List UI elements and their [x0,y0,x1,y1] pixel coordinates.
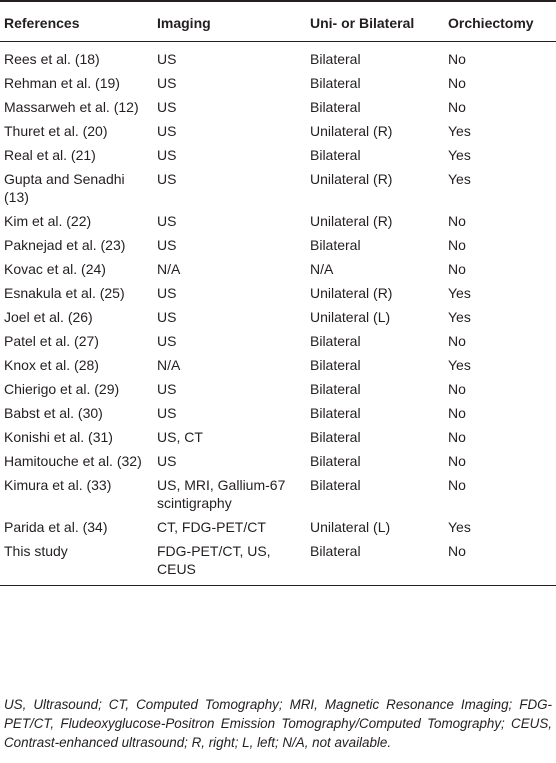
reference-cell: Kovac et al. (24) [4,261,106,277]
header-row [0,1,556,42]
imaging-cell: US [157,51,177,67]
laterality-cell: Bilateral [310,333,361,349]
orchiectomy-cell: Yes [448,309,471,325]
table-row [0,377,556,401]
laterality-cell: Bilateral [310,477,361,493]
imaging-cell: US [157,213,177,229]
reference-cell: Paknejad et al. (23) [4,237,126,253]
table-row [0,257,556,281]
imaging-cell: US [157,237,177,253]
reference-cell: Esnakula et al. (25) [4,285,125,301]
reference-cell: Gupta and Senadhi (13) [4,171,125,205]
laterality-cell: Bilateral [306,539,444,586]
table-row [0,401,556,425]
table-row [0,233,556,257]
laterality-cell: Bilateral [310,429,361,445]
orchiectomy-cell: Yes [448,519,471,535]
table-row [0,71,556,95]
orchiectomy-cell: No [448,75,466,91]
table-row [0,281,556,305]
imaging-cell: US, MRI, Gallium-67 scintigraphy [157,477,286,511]
laterality-cell: Bilateral [310,357,361,373]
imaging-cell: US [157,171,177,187]
reference-cell: Real et al. (21) [4,147,96,163]
orchiectomy-cell: No [448,381,466,397]
laterality-cell: Unilateral (L) [310,309,391,325]
reference-cell: Knox et al. (28) [4,357,99,373]
table-row [0,473,556,515]
reference-cell: Chierigo et al. (29) [4,381,120,397]
reference-cell: Konishi et al. (31) [4,429,113,445]
orchiectomy-cell: Yes [448,285,471,301]
table-row [0,119,556,143]
reference-cell: This study [0,539,153,586]
laterality-cell: Unilateral (L) [310,519,391,535]
imaging-cell: US, CT [157,429,203,445]
laterality-cell: Bilateral [310,405,361,421]
orchiectomy-cell: No [448,237,466,253]
laterality-cell: Unilateral (R) [310,123,393,139]
orchiectomy-cell: No [448,429,466,445]
table-row [0,329,556,353]
imaging-cell: US [157,147,177,163]
laterality-cell: Bilateral [310,237,361,253]
laterality-cell: Bilateral [310,381,361,397]
imaging-cell: N/A [157,357,181,373]
imaging-cell: US [157,75,177,91]
orchiectomy-cell: Yes [448,171,471,187]
table-row [0,305,556,329]
laterality-cell: Unilateral (R) [310,285,393,301]
orchiectomy-cell: No [448,99,466,115]
laterality-cell: N/A [310,261,334,277]
table-row [0,539,556,586]
imaging-cell: US [157,99,177,115]
header-references: References [0,1,153,42]
header-orchiectomy: Orchiectomy [444,1,556,42]
laterality-cell: Unilateral (R) [310,213,393,229]
laterality-cell: Unilateral (R) [310,171,393,187]
imaging-cell: US [157,123,177,139]
reference-cell: Thuret et al. (20) [4,123,108,139]
reference-cell: Joel et al. (26) [4,309,93,325]
reference-cell: Rees et al. (18) [4,51,100,67]
table-header [0,1,556,42]
orchiectomy-cell: No [448,51,466,67]
imaging-cell: FDG-PET/CT, US, CEUS [153,539,306,586]
laterality-cell: Bilateral [310,75,361,91]
table-row [0,95,556,119]
orchiectomy-cell: No [448,453,466,469]
reference-cell: Hamitouche et al. (32) [4,453,142,469]
reference-cell: Rehman et al. (19) [4,75,120,91]
orchiectomy-cell: No [448,261,466,277]
table-row [0,42,556,72]
laterality-cell: Bilateral [310,147,361,163]
table-row [0,209,556,233]
orchiectomy-cell: Yes [448,123,471,139]
reference-cell: Kim et al. (22) [4,213,92,229]
header-laterality: Uni- or Bilateral [306,1,444,42]
orchiectomy-cell: Yes [448,357,471,373]
imaging-cell: N/A [157,261,181,277]
orchiectomy-cell: No [444,539,556,586]
laterality-cell: Bilateral [310,51,361,67]
imaging-cell: US [157,333,177,349]
imaging-cell: US [157,381,177,397]
laterality-cell: Bilateral [310,99,361,115]
orchiectomy-cell: No [448,477,466,493]
table-footnote: US, Ultrasound; CT, Computed Tomography; MRI, Magnetic Resonance Imaging; FDG-PET/CT, Fludeoxyglucose-Positron Emission Tomography/Computed Tomography; CEUS, Contrast-enhanced ultrasound; R, right; L, left; N/A, not available. [4,697,552,750]
reference-cell: Massarweh et al. (12) [4,99,139,115]
imaging-cell: US [157,285,177,301]
imaging-cell: CT, FDG-PET/CT [157,519,266,535]
reference-cell: Patel et al. (27) [4,333,99,349]
table-row [0,167,556,209]
table-row [0,515,556,539]
table-row [0,143,556,167]
orchiectomy-cell: No [448,405,466,421]
header-imaging: Imaging [153,1,306,42]
orchiectomy-cell: No [448,333,466,349]
orchiectomy-cell: No [448,213,466,229]
laterality-cell: Bilateral [310,453,361,469]
orchiectomy-cell: Yes [448,147,471,163]
imaging-cell: US [157,309,177,325]
table-row [0,353,556,377]
imaging-cell: US [157,453,177,469]
imaging-cell: US [157,405,177,421]
table-row [0,449,556,473]
reference-cell: Babst et al. (30) [4,405,103,421]
table-row [0,425,556,449]
reference-cell: Parida et al. (34) [4,519,108,535]
table-body [0,42,556,586]
reference-cell: Kimura et al. (33) [4,477,112,493]
